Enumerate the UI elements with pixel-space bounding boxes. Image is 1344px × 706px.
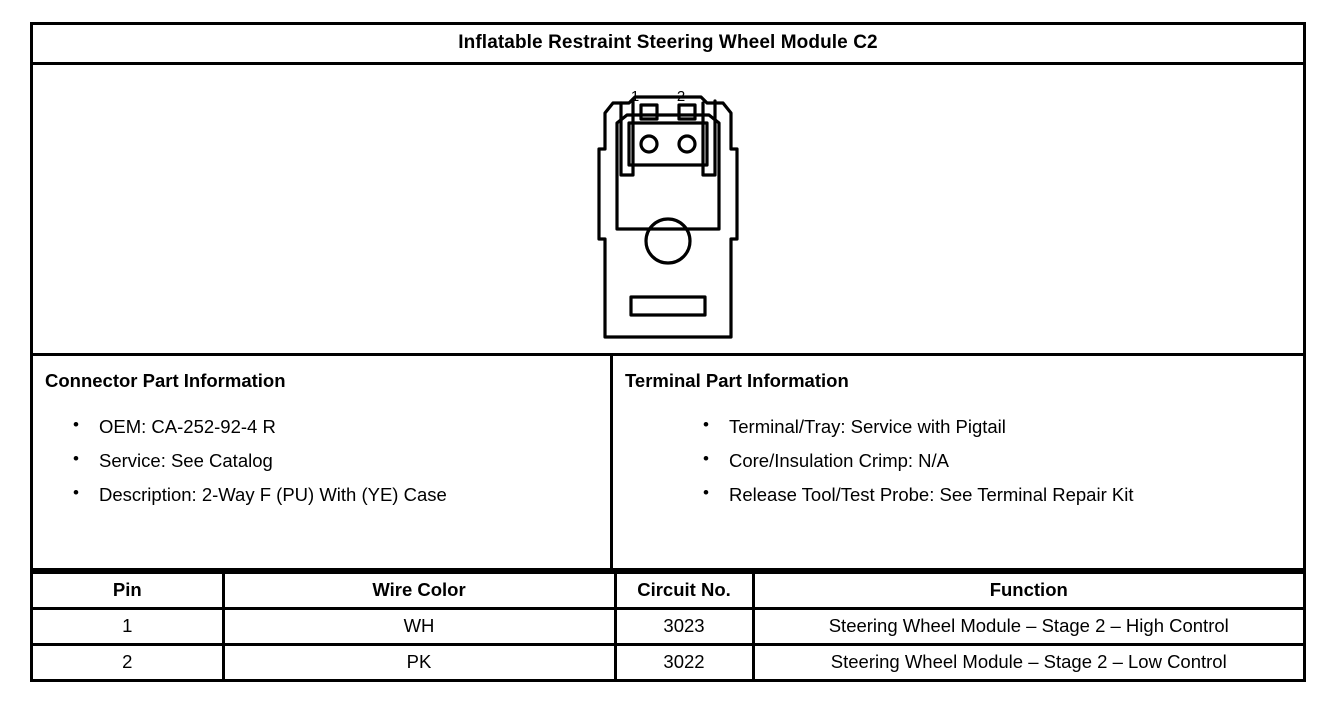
cell-wire-color: WH — [223, 609, 615, 645]
column-header-function: Function — [753, 573, 1303, 609]
cell-circuit-no: 3023 — [615, 609, 753, 645]
pin-label-1: 1 — [630, 88, 640, 105]
cell-wire-color: PK — [223, 645, 615, 680]
connector-part-information — [33, 356, 613, 568]
column-header-circuit-no: Circuit No. — [615, 573, 753, 609]
list-item: • Release Tool/Test Probe: See Terminal Repair Kit — [729, 478, 1295, 512]
part-information-row — [33, 356, 1303, 571]
list-item: • Description: 2-Way F (PU) With (YE) Case — [99, 478, 602, 512]
connector-part-information-heading: Connector Part Information — [45, 370, 286, 391]
column-header-wire-color: Wire Color — [223, 573, 615, 609]
connector-diagram — [33, 65, 1303, 353]
terminal-part-information-list — [621, 410, 1295, 512]
table-row — [33, 645, 1303, 680]
page-title: Inflatable Restraint Steering Wheel Module C2 — [33, 25, 1303, 65]
table-header-row — [33, 573, 1303, 609]
list-item: • Service: See Catalog — [99, 444, 602, 478]
cell-function: Steering Wheel Module – Stage 2 – Low Control — [753, 645, 1303, 680]
cell-pin: 1 — [33, 609, 223, 645]
pin-label-2: 2 — [676, 88, 686, 105]
list-item: • OEM: CA-252-92-4 R — [99, 410, 602, 444]
table-row — [33, 609, 1303, 645]
connector-info-sheet — [30, 22, 1306, 682]
list-item: • Terminal/Tray: Service with Pigtail — [729, 410, 1295, 444]
connector-part-information-list — [41, 410, 602, 512]
pin-table — [33, 571, 1303, 679]
column-header-pin: Pin — [33, 573, 223, 609]
connector-diagram-row — [33, 65, 1303, 356]
cell-pin: 2 — [33, 645, 223, 680]
cell-circuit-no: 3022 — [615, 645, 753, 680]
terminal-part-information-heading: Terminal Part Information — [625, 370, 849, 391]
cell-function: Steering Wheel Module – Stage 2 – High Control — [753, 609, 1303, 645]
terminal-part-information — [613, 356, 1303, 568]
list-item: • Core/Insulation Crimp: N/A — [729, 444, 1295, 478]
connector-face-icon — [583, 79, 753, 339]
